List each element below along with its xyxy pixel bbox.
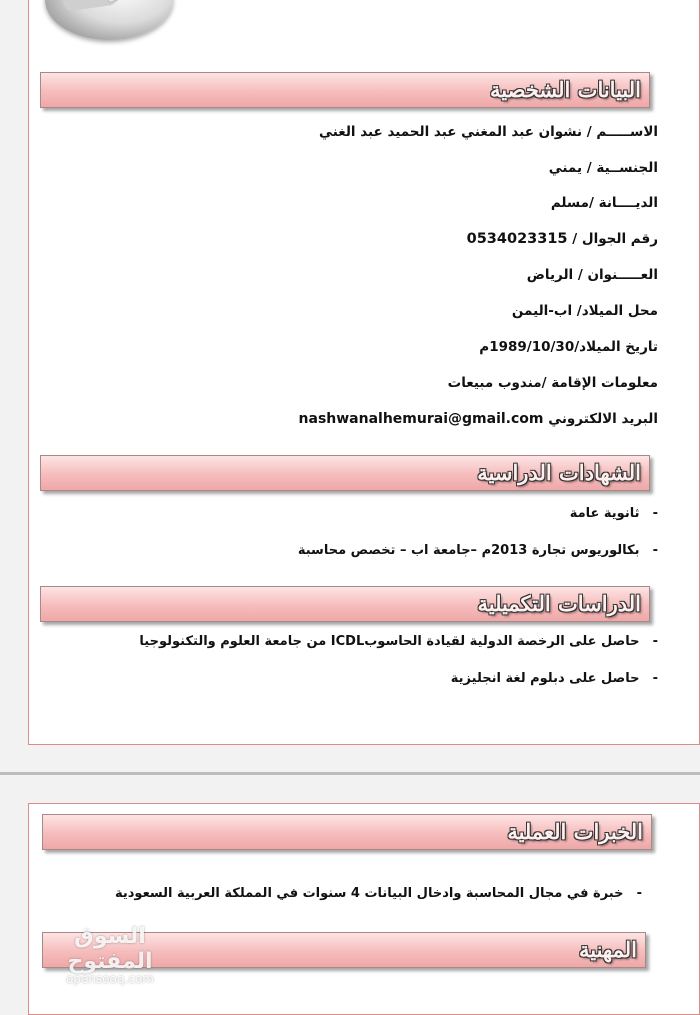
email-label: البريد الالكتروني — [548, 411, 658, 427]
education-item: - بكالوريوس تجارة 2013م –جامعة اب – تخصص محاسبة — [297, 543, 658, 558]
page-separator — [0, 772, 700, 775]
opensooq-watermark — [40, 924, 180, 986]
course-item: - حاصل على الرخصة الدولية لقيادة الحاسوبICDL من جامعة العلوم والتكنولوجيا — [139, 634, 658, 649]
courses-heading: الدراسات التكميلية — [40, 586, 650, 622]
education-heading: الشهادات الدراسية — [40, 455, 650, 491]
birthdate-line: تاريخ الميلاد/1989/10/30م — [479, 339, 658, 355]
email-line — [299, 411, 658, 427]
mobile-line — [467, 231, 658, 247]
course-item: - حاصل على دبلوم لغة انجليزية — [450, 671, 658, 686]
nationality-line: الجنســية / يمني — [548, 160, 658, 176]
email-value[interactable]: nashwanalhemurai@gmail.com — [298, 411, 544, 427]
personal-info-heading: البيانات الشخصية — [40, 72, 650, 108]
mobile-value: 0534023315 — [466, 231, 568, 247]
address-line: العـــــنوان / الرياض — [526, 267, 658, 283]
residence-line: معلومات الإقامة /مندوب مبيعات — [447, 375, 658, 391]
watermark-arabic: السوق المفتوح — [67, 924, 153, 974]
experience-heading: الخبرات العملية — [42, 814, 652, 850]
education-item: - ثانوية عامة — [569, 506, 658, 521]
watermark-latin: opensooq.com — [66, 972, 154, 986]
religion-line: الديــــانة /مسلم — [550, 195, 658, 211]
mobile-label: رقم الجوال / — [572, 231, 658, 247]
professional-heading: المهنية — [42, 932, 646, 968]
birthplace-line: محل الميلاد/ اب-اليمن — [511, 303, 658, 319]
experience-item: - خبرة في مجال المحاسبة وادخال البيانات 4 سنوات في المملكة العربية السعودية — [115, 886, 642, 901]
name-line: الاســـــم / نشوان عبد المغني عبد الحميد عبد الغني — [319, 124, 658, 140]
